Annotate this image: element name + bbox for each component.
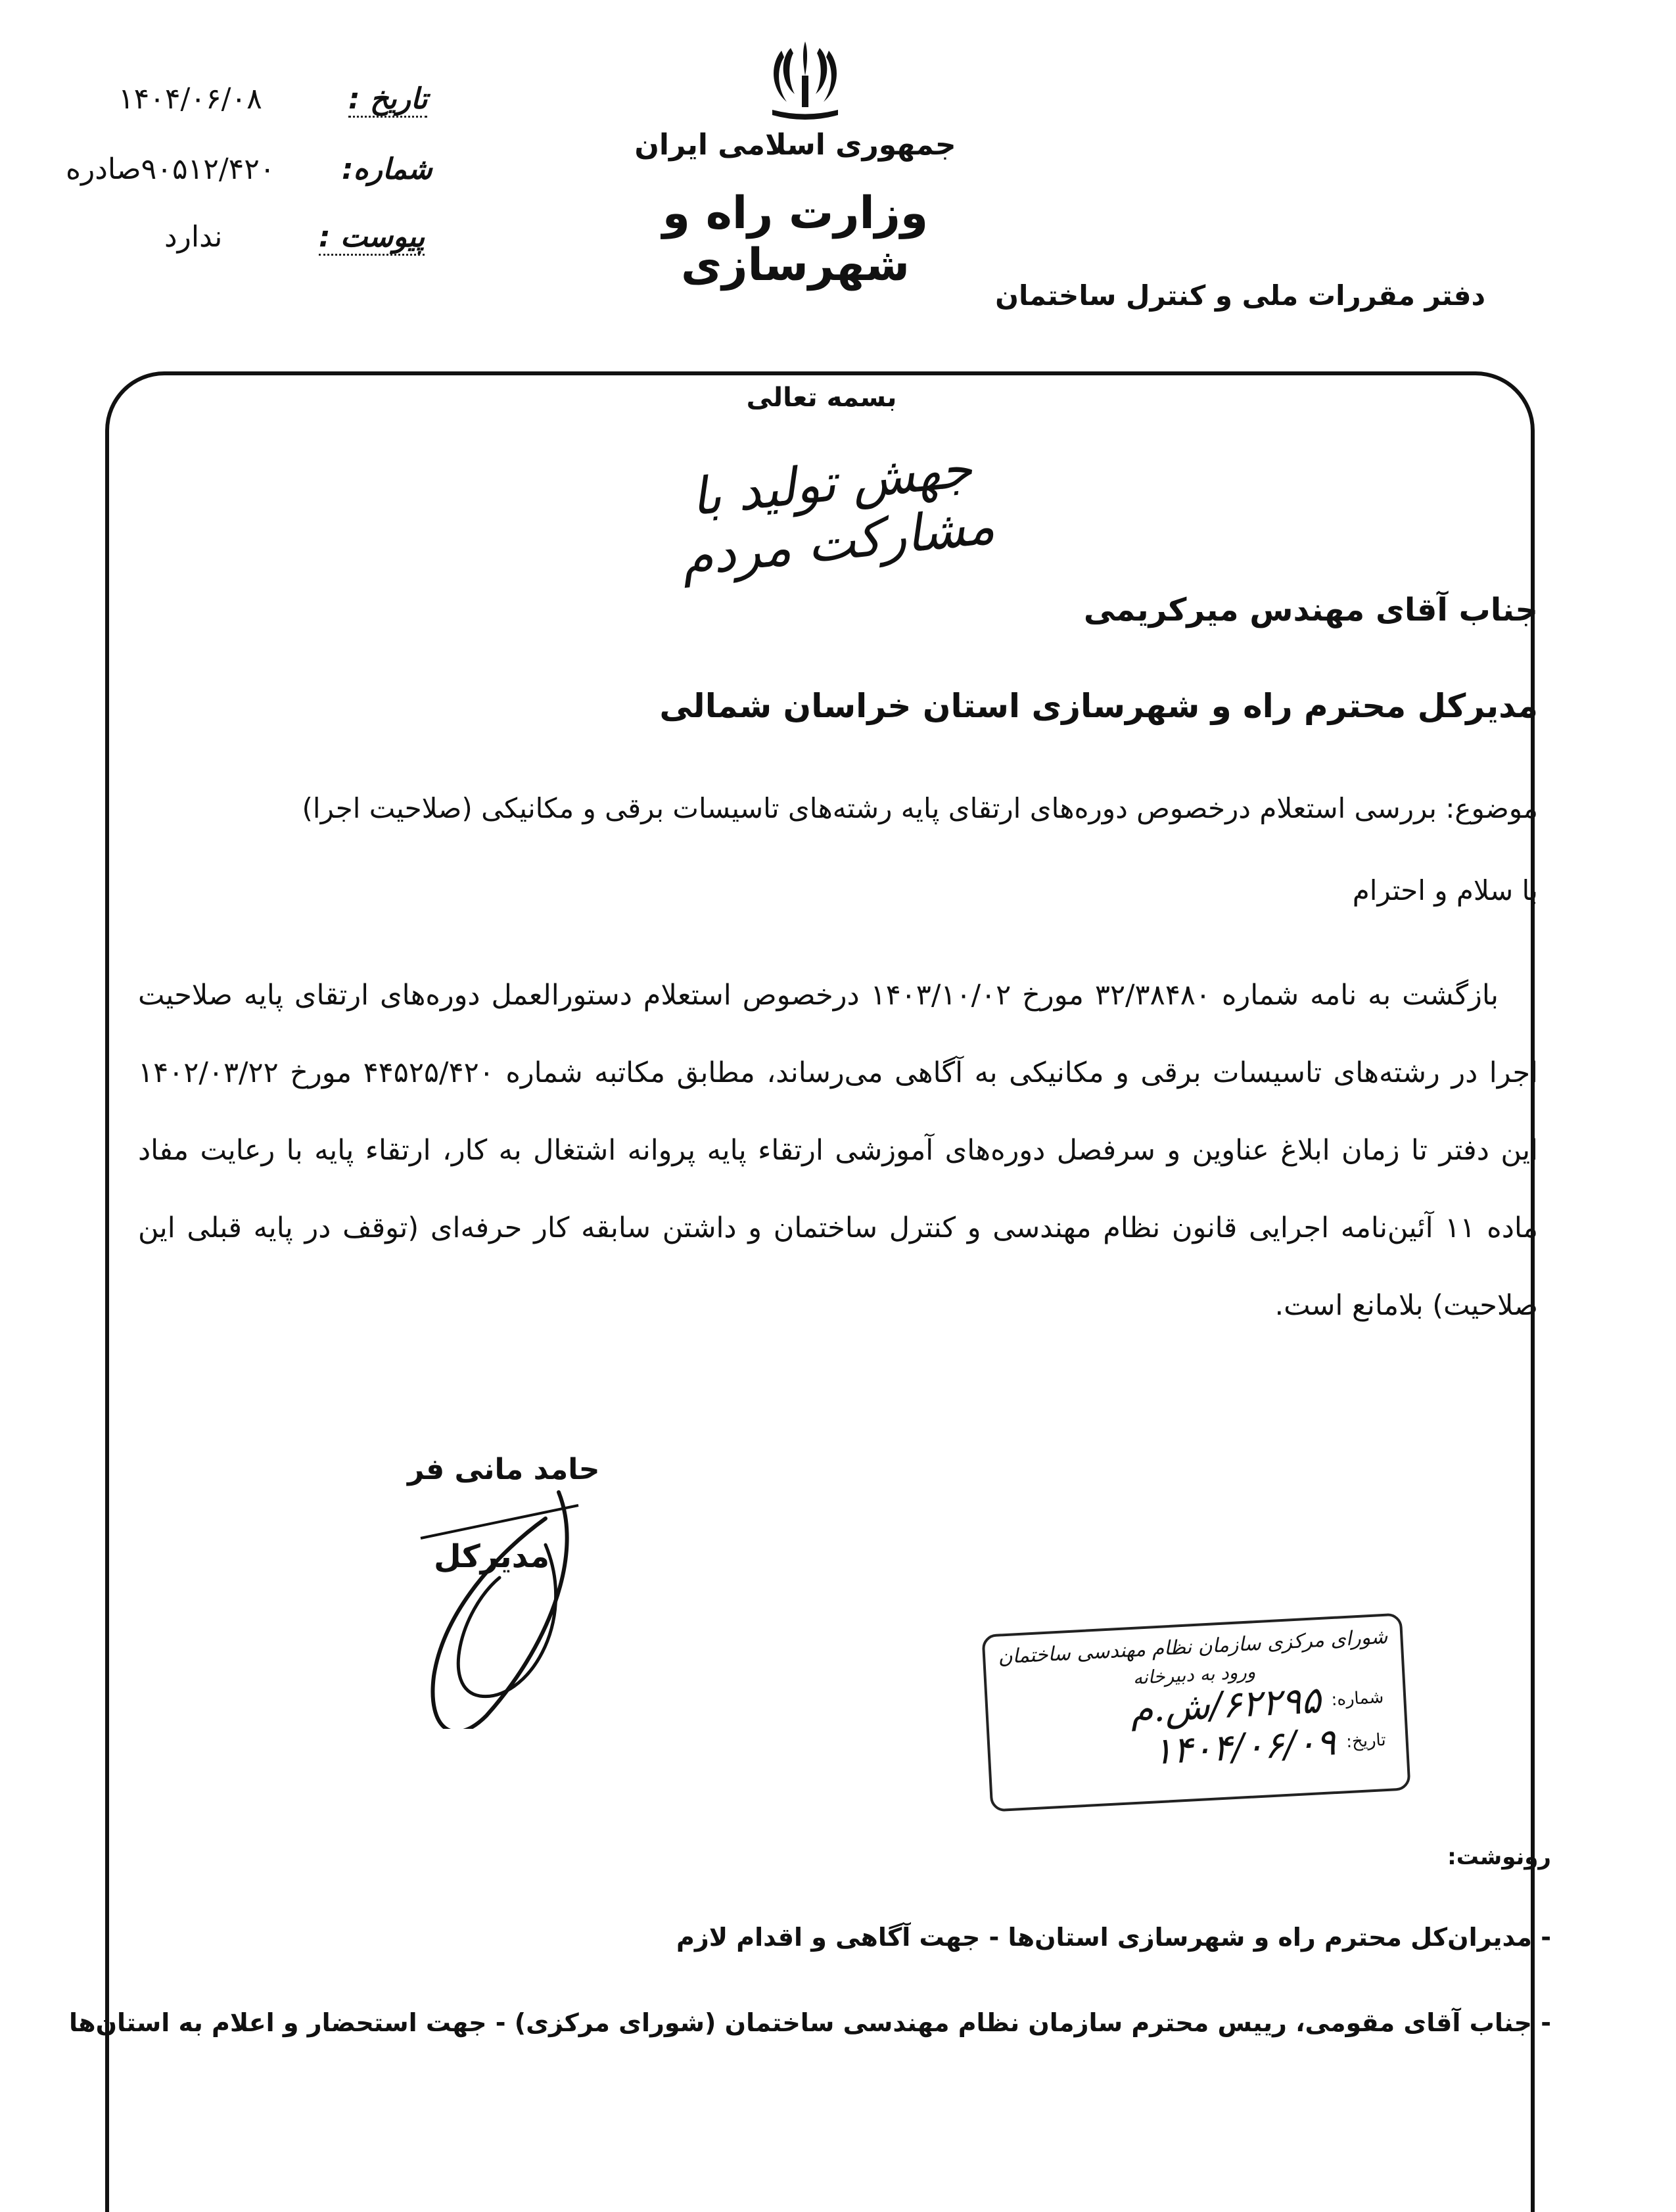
stamp-number-label: شماره: <box>1330 1687 1384 1710</box>
cc-item: - جناب آقای مقومی، رییس محترم سازمان نظام مهندسی ساختمان (شورای مرکزی) - جهت استحضار و اعلام به استان‌ها <box>69 2008 1551 2037</box>
addressee-title: مدیرکل محترم راه و شهرسازی استان خراسان شمالی <box>659 687 1538 725</box>
republic-title: جمهوری اسلامی ایران <box>634 128 956 162</box>
subject-line: موضوع: بررسی استعلام درخصوص دوره‌های ارتقای پایه رشته‌های تاسیسات برقی و مکانیکی (صلاحیت اجرا) <box>302 792 1538 824</box>
stamp-organization: شورای مرکزی سازمان نظام مهندسی ساختمان <box>997 1625 1389 1669</box>
office-title: دفتر مقررات ملی و کنترل ساختمان <box>995 279 1485 312</box>
cc-title: رونوشت: <box>1447 1844 1551 1870</box>
greeting: با سلام و احترام <box>1352 874 1538 906</box>
stamp-number-value: ۶۲۲۹۵/ش.م <box>1129 1679 1322 1732</box>
receipt-stamp <box>981 1612 1410 1812</box>
handwritten-signature <box>381 1479 598 1729</box>
attachment-label: پیوست : <box>319 220 425 256</box>
number-value: ۹۰۵۱۲/۴۲۰صادره <box>66 153 275 186</box>
ministry-title: وزارت راه و شهرسازی <box>662 187 929 291</box>
stamp-date-label: تاریخ: <box>1345 1730 1387 1752</box>
date-value: ۱۴۰۴/۰۶/۰۸ <box>118 82 262 116</box>
cc-item: - مدیران‌کل محترم راه و شهرسازی استان‌ها - جهت آگاهی و اقدام لازم <box>676 1923 1551 1952</box>
iran-emblem-icon <box>766 36 845 125</box>
slogan: جهش تولید با مشارکت مردم <box>678 439 998 588</box>
letter-body: بازگشت به نامه شماره ۳۲/۳۸۴۸۰ مورخ ۱۴۰۳/۱۰/۰۲ درخصوص استعلام دستورالعمل دوره‌های ارتقای پایه صلاحیت اجرا در رشته‌های تاسیسات برقی و مکانیکی به آگاهی می‌رساند، مطابق مکاتبه شماره ۴۴۵۲۵/۴۲۰ مورخ ۱۴۰۲/۰۳/۲۲ این دفتر تا زمان ابلاغ عناوین و سرفصل دوره‌های آموزشی ارتقاء پایه پروانه اشتغال به کار، ارتقاء پایه با رعایت مفاد ماده ۱۱ آئین‌نامه اجرایی قانون نظام مهندسی و کنترل ساختمان و داشتن سابقه کار حرفه‌ای (توقف در پایه قبلی این صلاحیت) بلامانع است. <box>138 979 1538 1322</box>
stamp-entry-label: ورود به دبیرخانه <box>1132 1660 1256 1689</box>
signer-title: مدیرکل <box>434 1538 550 1575</box>
stamp-date-value: ۱۴۰۴/۰۶/۰۹ <box>1152 1721 1337 1774</box>
signer-name: حامد مانی فر <box>407 1453 600 1486</box>
attachment-value: ندارد <box>164 220 223 254</box>
basmala: بسمه تعالی <box>746 383 897 413</box>
date-label: تاریخ : <box>348 82 427 118</box>
number-label: شماره: <box>342 153 432 186</box>
addressee-name: جناب آقای مهندس میرکریمی <box>1083 592 1538 628</box>
